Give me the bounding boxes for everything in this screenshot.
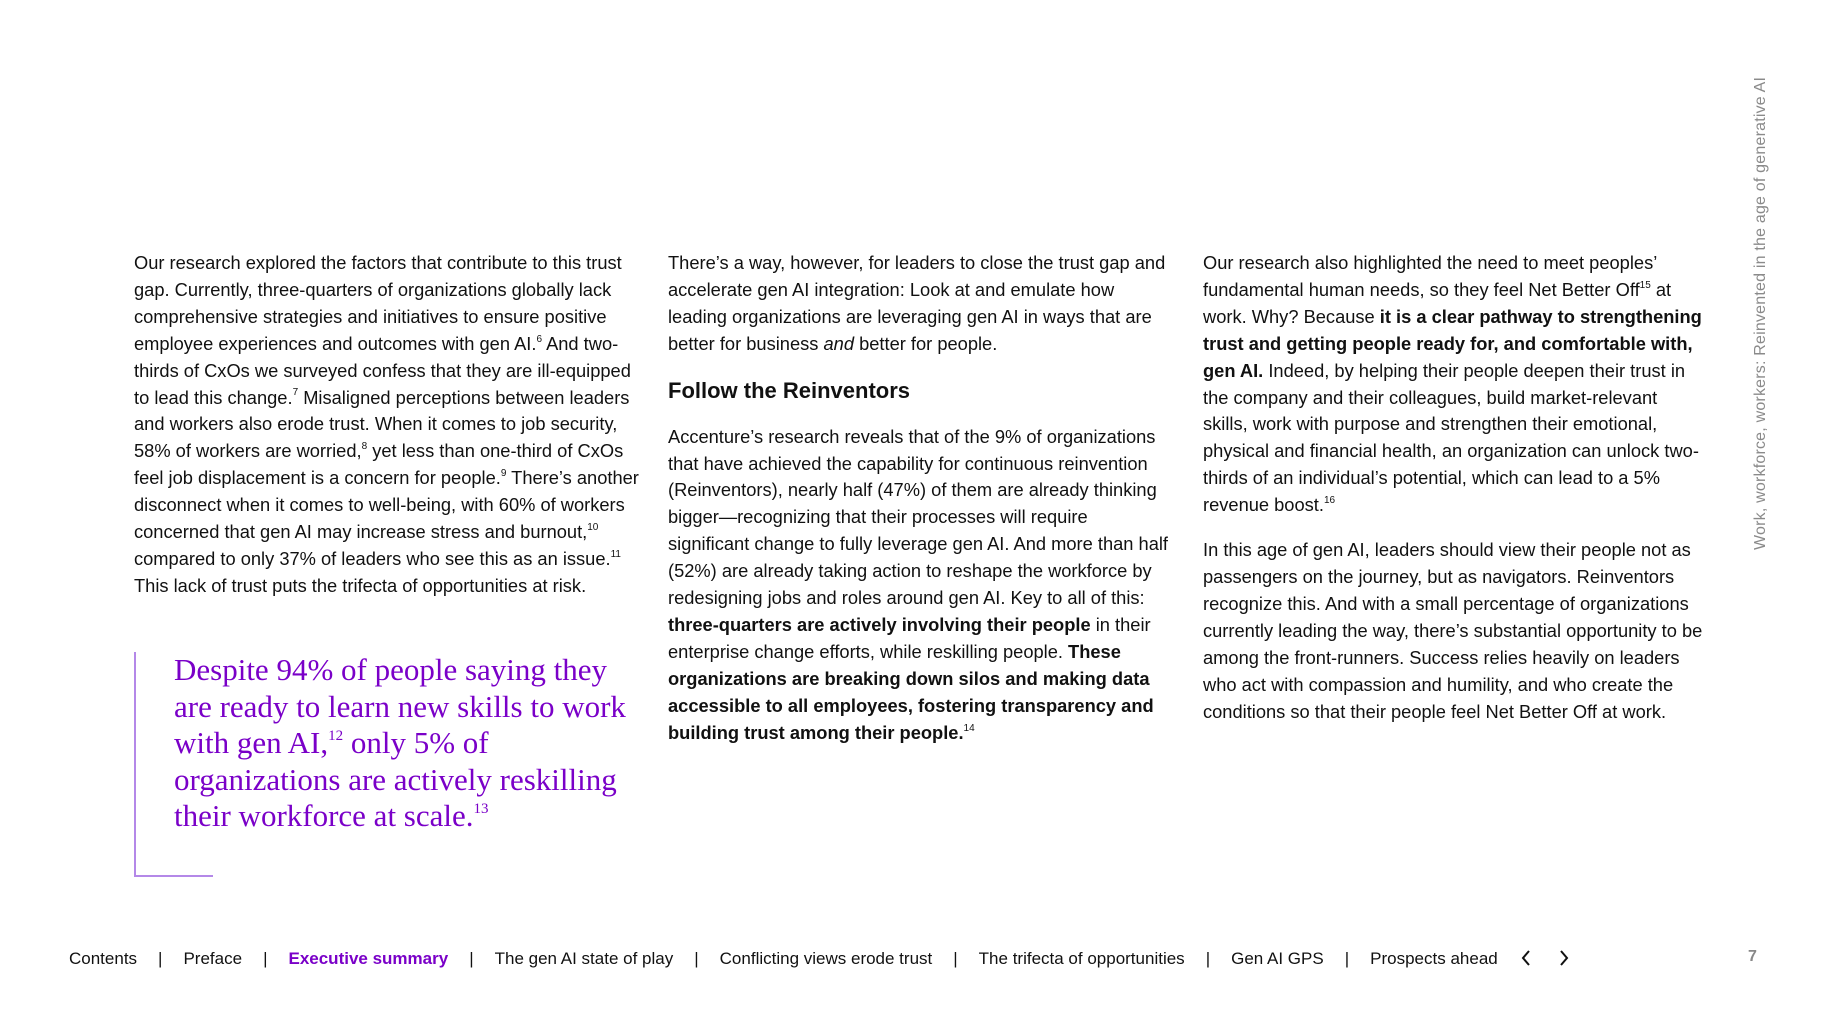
nav-item-trifecta[interactable]: The trifecta of opportunities xyxy=(978,949,1185,968)
nav-separator: | xyxy=(1205,949,1211,968)
pull-quote-text: Despite 94% of people saying they are ready to learn new skills to work with gen AI,$^{12}$ only 5% of organizations are actively reskilling their workforce at scale.$^{13}$ xyxy=(174,652,626,833)
paragraph-close-trust-gap: There’s a way, however, for leaders to close the trust gap and accelerate gen AI integration: Look at and emulate how leading organizations are leveraging gen AI in ways that are better for business and better for people. xyxy=(668,252,1166,354)
column-left xyxy=(134,250,646,618)
footnote-ref[interactable]: 15 xyxy=(1639,279,1651,291)
footnote-ref[interactable]: 11 xyxy=(610,548,621,560)
footnote-ref[interactable]: 12 xyxy=(328,727,344,744)
column-middle xyxy=(668,250,1168,765)
footnote-ref[interactable]: 16 xyxy=(1323,495,1336,507)
previous-page-button[interactable] xyxy=(1516,946,1536,970)
footnote-ref[interactable]: 14 xyxy=(963,722,975,734)
nav-separator: | xyxy=(263,949,268,968)
nav-item-contents[interactable]: Contents xyxy=(69,949,138,968)
page-arrows xyxy=(1516,946,1574,970)
nav-item-preface[interactable]: Preface xyxy=(183,949,243,968)
section-heading: Follow the Reinventors xyxy=(668,377,911,403)
footer-navigation xyxy=(69,947,1498,971)
footnote-ref[interactable]: 13 xyxy=(473,800,489,817)
paragraph-navigators: In this age of gen AI, leaders should view their people not as passengers on the journey, but as navigators. Reinventors recognize this. And with a small percentage of organizations currently leading the way, there’s substantial opportunity to be among the front-runners. Success relies heavily on leaders who act with compassion and humility, and who create the conditions so that their people feel Net Better Off at work. xyxy=(1203,539,1703,722)
nav-item-gen-ai-state-of-play[interactable]: The gen AI state of play xyxy=(494,949,674,968)
page-number: 7 xyxy=(1748,948,1757,965)
footnote-ref[interactable]: 9 xyxy=(500,468,507,480)
nav-item-conflicting-views[interactable]: Conflicting views erode trust xyxy=(719,949,933,968)
nav-separator: | xyxy=(694,949,699,968)
chevron-left-icon xyxy=(1520,949,1532,967)
pull-quote xyxy=(134,652,656,877)
pull-quote-rule xyxy=(134,875,213,877)
footnote-ref[interactable]: 6 xyxy=(536,333,542,345)
paragraph-net-better-off: Our research also highlighted the need to meet peoples’ fundamental human needs, so they feel Net Better Off$^{15}$ at work. Why? Because it is a clear pathway to strengthening trust and getting people ready for, and comfortable with, gen AI. Indeed, by helping their people deepen their trust in the company and their colleagues, build market-relevant skills, work with purpose and strengthen their emotional, physical and financial health, an organization can unlock two-thirds of an individual’s potential, which can lead to a 5% revenue boost.$^{16}$ xyxy=(1203,252,1702,516)
nav-separator: | xyxy=(469,949,474,968)
nav-item-executive-summary[interactable]: Executive summary xyxy=(288,949,449,968)
document-side-title: Work, workforce, workers: Reinvented in the age of generative AI xyxy=(1752,76,1769,550)
footnote-ref[interactable]: 7 xyxy=(292,387,299,399)
chevron-right-icon xyxy=(1558,949,1570,967)
column-right xyxy=(1203,250,1703,743)
nav-separator: | xyxy=(158,949,163,968)
paragraph-trust-gap: Our research explored the factors that contribute to this trust gap. Currently, three-quarters of organizations globally lack comprehensive strategies and initiatives to ensure positive employee experiences and outcomes with gen AI.$^6$ And two-thirds of CxOs we surveyed confess that they are ill-equipped to lead this change.$^7$ Misaligned perceptions between leaders and workers also erode trust. When it comes to job security, 58% of workers are worried,$^8$ yet less than one-third of CxOs feel job displacement is a concern for people.$^9$ There’s another disconnect when it comes to well-being, with 60% of workers concerned that gen AI may increase stress and burnout,$^{10}$ compared to only 37% of leaders who see this as an issue.$^{11}$ This lack of trust puts the trifecta of opportunities at risk. xyxy=(134,252,639,596)
nav-separator: | xyxy=(953,949,958,968)
next-page-button[interactable] xyxy=(1554,946,1574,970)
paragraph-reinventors: Accenture’s research reveals that of the 9% of organizations that have achieved the capability for continuous reinvention (Reinventors), nearly half (47%) of them are already thinking bigger—recognizing that their processes will require significant change to fully leverage gen AI. And more than half (52%) are already taking action to reshape the workforce by redesigning jobs and roles around gen AI. Key to all of this: three-quarters are actively involving their people in their enterprise change efforts, while reskilling people. These organizations are breaking down silos and making data accessible to all employees, fostering transparency and building trust among their people.$^{14}$ xyxy=(668,425,1169,743)
footnote-ref[interactable]: 10 xyxy=(587,521,599,533)
nav-item-prospects-ahead[interactable]: Prospects ahead xyxy=(1370,949,1498,968)
footnote-ref[interactable]: 8 xyxy=(361,441,368,453)
nav-item-gen-ai-gps[interactable]: Gen AI GPS xyxy=(1231,949,1324,968)
nav-separator: | xyxy=(1344,949,1350,968)
